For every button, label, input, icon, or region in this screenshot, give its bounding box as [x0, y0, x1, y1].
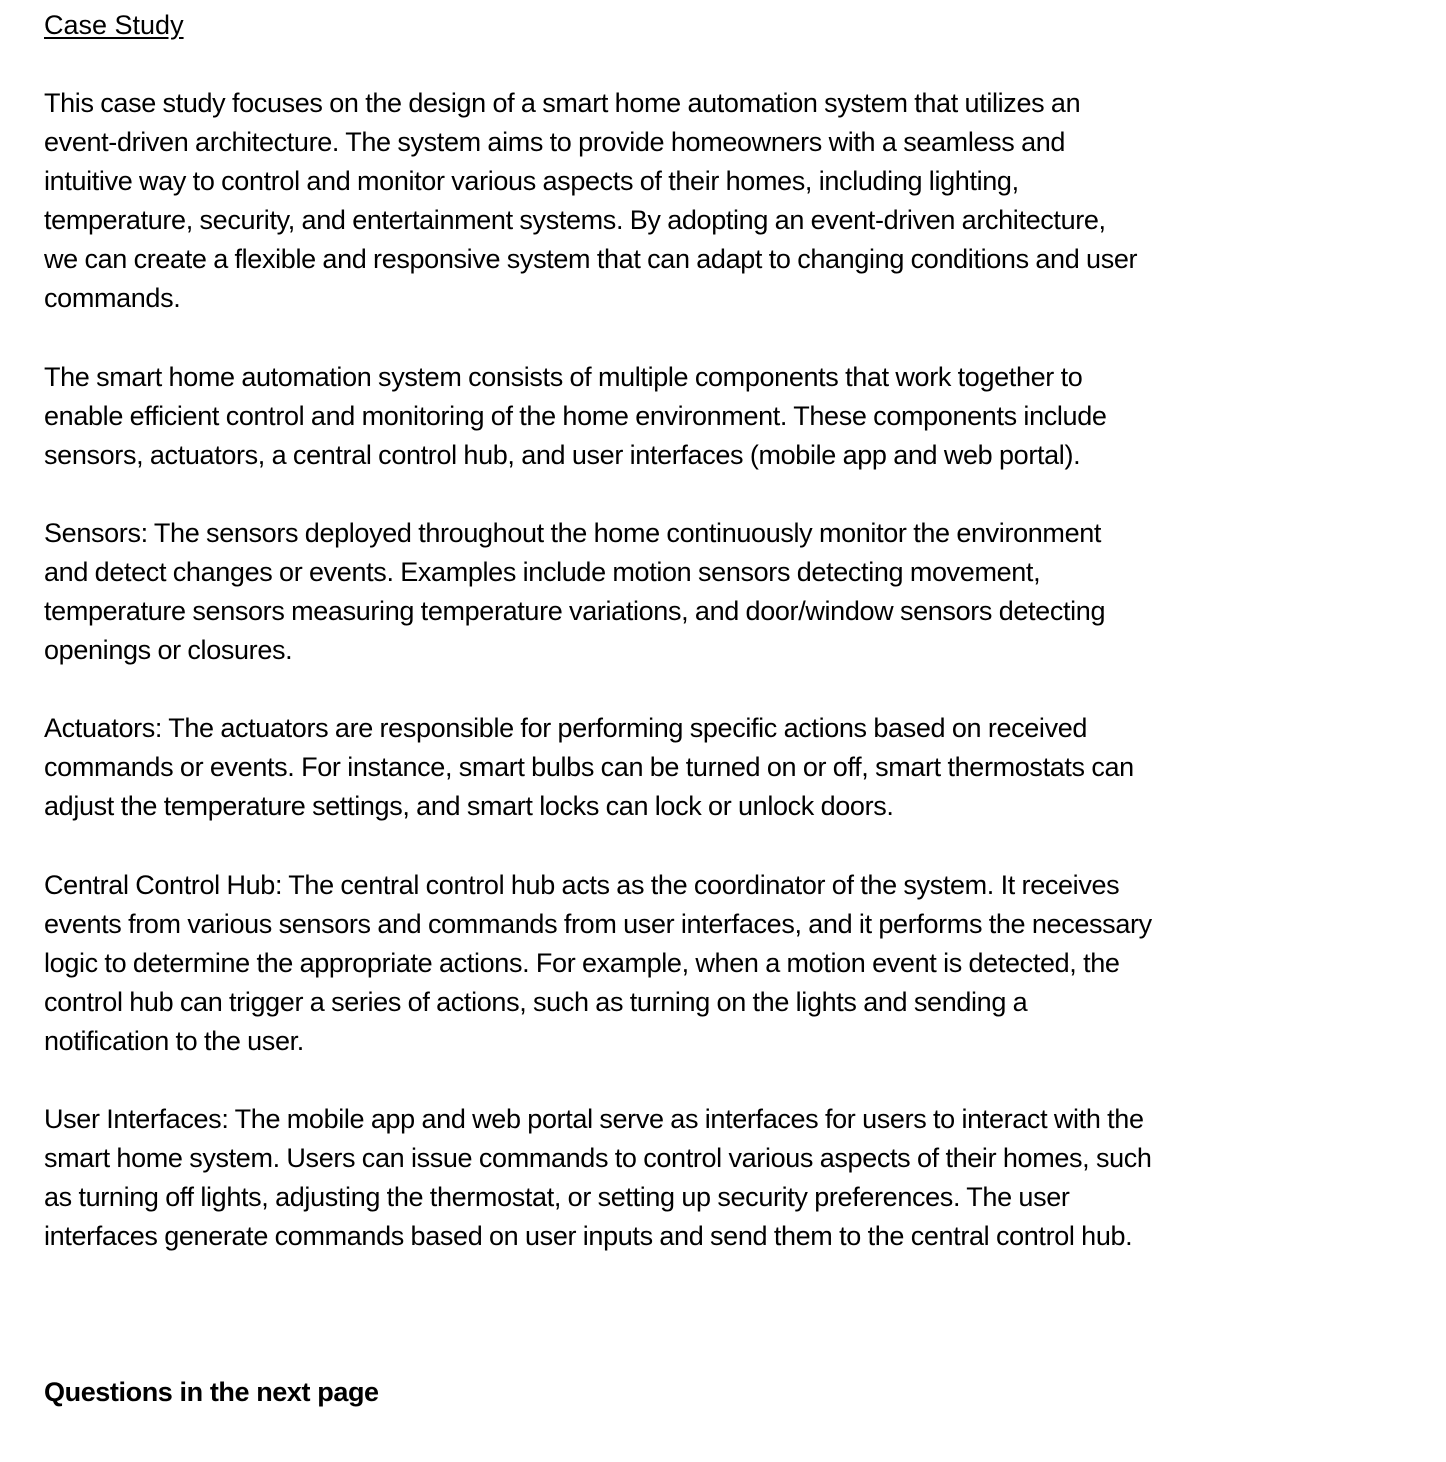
paragraph-line: commands.: [44, 283, 181, 313]
sensors-paragraph: [44, 514, 1105, 670]
paragraph-line: sensors, actuators, a central control hub, and user interfaces (mobile app and web portal).: [44, 440, 1081, 470]
paragraph-line: commands or events. For instance, smart bulbs can be turned on or off, smart thermostats can: [44, 752, 1134, 782]
paragraph-line: notification to the user.: [44, 1026, 304, 1056]
paragraph-line: Actuators: The actuators are responsible for performing specific actions based on received: [44, 713, 1088, 743]
paragraph-line: temperature, security, and entertainment systems. By adopting an event-driven architecture,: [44, 205, 1106, 235]
paragraph-line: adjust the temperature settings, and smart locks can lock or unlock doors.: [44, 791, 894, 821]
paragraph-line: enable efficient control and monitoring of the home environment. These components include: [44, 401, 1107, 431]
control-hub-paragraph: [44, 866, 1152, 1061]
paragraph-line: This case study focuses on the design of a smart home automation system that utilizes an: [44, 88, 1081, 118]
paragraph-line: logic to determine the appropriate actions. For example, when a motion event is detected, the: [44, 948, 1120, 978]
paragraph-line: intuitive way to control and monitor various aspects of their homes, including lighting,: [44, 166, 1019, 196]
paragraph-line: temperature sensors measuring temperature variations, and door/window sensors detecting: [44, 596, 1106, 626]
paragraph-line: event-driven architecture. The system aims to provide homeowners with a seamless and: [44, 127, 1066, 157]
paragraph-line: Sensors: The sensors deployed throughout the home continuously monitor the environment: [44, 518, 1102, 548]
paragraph-line: interfaces generate commands based on user inputs and send them to the central control hub.: [44, 1221, 1133, 1251]
paragraph-line: The smart home automation system consists of multiple components that work together to: [44, 362, 1083, 392]
paragraph-line: and detect changes or events. Examples include motion sensors detecting movement,: [44, 557, 1041, 587]
paragraph-line: Central Control Hub: The central control hub acts as the coordinator of the system. It receives: [44, 870, 1120, 900]
intro-paragraph: [44, 84, 1137, 318]
user-interfaces-paragraph: [44, 1100, 1152, 1256]
paragraph-line: we can create a flexible and responsive system that can adapt to changing conditions and user: [44, 244, 1138, 274]
paragraph-line: openings or closures.: [44, 635, 293, 665]
paragraph-line: events from various sensors and commands from user interfaces, and it performs the necessary: [44, 909, 1152, 939]
paragraph-line: User Interfaces: The mobile app and web portal serve as interfaces for users to interact with the: [44, 1104, 1144, 1134]
paragraph-line: smart home system. Users can issue commands to control various aspects of their homes, such: [44, 1143, 1152, 1173]
actuators-paragraph: [44, 709, 1134, 826]
paragraph-line: as turning off lights, adjusting the thermostat, or setting up security preferences. The user: [44, 1182, 1070, 1212]
document-title: Case Study: [44, 10, 184, 40]
components-paragraph: [44, 358, 1107, 475]
paragraph-line: control hub can trigger a series of actions, such as turning on the lights and sending a: [44, 987, 1028, 1017]
questions-note: Questions in the next page: [44, 1377, 379, 1407]
